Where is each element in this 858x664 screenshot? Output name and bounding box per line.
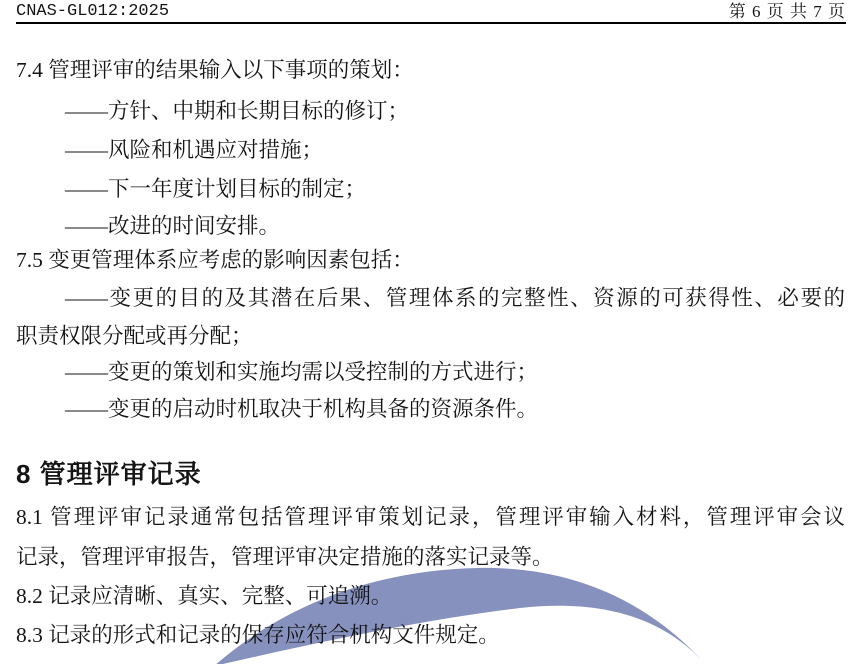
paragraph-continuation: 记录，管理评审报告，管理评审决定措施的落实记录等。 bbox=[16, 545, 554, 569]
dash-item: ——变更的策划和实施均需以受控制的方式进行； bbox=[65, 360, 539, 384]
dash-item: ——变更的启动时机取决于机构具备的资源条件。 bbox=[65, 397, 539, 421]
dash-item: ——风险和机遇应对措施； bbox=[65, 138, 324, 162]
dash-item: ——改进的时间安排。 bbox=[65, 214, 281, 238]
paragraph-7-5: 7.5 变更管理体系应考虑的影响因素包括： bbox=[16, 248, 414, 272]
section-heading-8: 8 管理评审记录 bbox=[16, 459, 202, 489]
document-code: CNAS-GL012:2025 bbox=[16, 2, 170, 21]
dash-item: ——变更的目的及其潜在后果、管理体系的完整性、资源的可获得性、必要的 bbox=[65, 286, 845, 310]
paragraph-7-4: 7.4 管理评审的结果输入以下事项的策划： bbox=[16, 58, 414, 82]
dash-item: ——下一年度计划目标的制定； bbox=[65, 177, 367, 201]
paragraph-continuation: 职责权限分配或再分配； bbox=[16, 324, 253, 348]
dash-item: ——方针、中期和长期目标的修订； bbox=[65, 99, 410, 123]
document-body bbox=[16, 0, 845, 664]
paragraph-8-3: 8.3 记录的形式和记录的保存应符合机构文件规定。 bbox=[16, 623, 500, 647]
page-number: 第 6 页 共 7 页 bbox=[728, 2, 846, 21]
paragraph-8-2: 8.2 记录应清晰、真实、完整、可追溯。 bbox=[16, 584, 393, 608]
paragraph-8-1: 8.1 管理评审记录通常包括管理评审策划记录，管理评审输入材料，管理评审会议 bbox=[16, 505, 845, 529]
